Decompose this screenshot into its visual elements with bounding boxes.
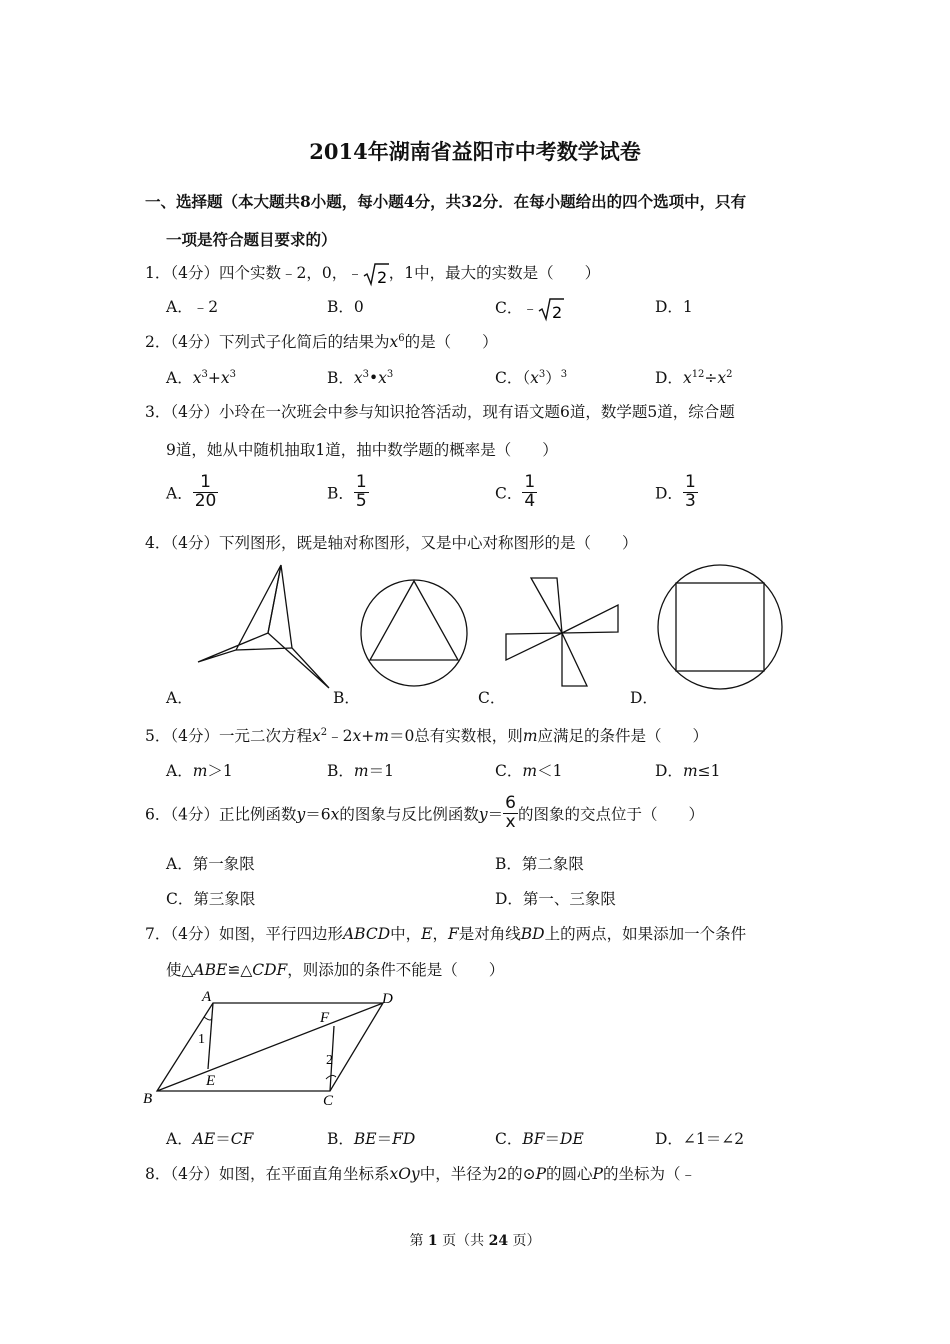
- fraction-6-over-x: $\frac{6}{x}$: [505, 793, 516, 832]
- q5-option-a: A．m＞1: [166, 762, 233, 780]
- q7-option-c: C．BF＝DE: [495, 1130, 584, 1148]
- point-label-b: B: [143, 1091, 153, 1107]
- q4-option-d: D．: [630, 689, 658, 707]
- question-6: 6．（4分）正比例函数y＝6x的图象与反比例函数y＝ $\frac{6}{x}$ 的图象的交点位于（ ）: [145, 793, 705, 832]
- question-1: [145, 260, 600, 288]
- question-1-text-pre: 1．（4分）四个实数﹣2，0，﹣: [145, 264, 363, 282]
- page-number: 1: [427, 1233, 438, 1249]
- question-2-text-pre: 2．（4分）下列式子化简后的结果为: [145, 333, 390, 351]
- question-8-line1: 8．（4分）如图，在平面直角坐标系xOy中，半径为2的⊙P的圆心P的坐标为（﹣: [145, 1165, 696, 1183]
- q4-option-c: C．: [478, 689, 506, 707]
- figure-q4-c-cross-shape: [503, 575, 625, 690]
- sqrt-radicand: 2: [551, 303, 563, 322]
- point-label-d: D: [382, 991, 393, 1007]
- sqrt-symbol: [538, 295, 564, 323]
- question-2-text-post: 的是（ ）: [404, 333, 498, 351]
- q2-option-c: C．$(x^3)^3$: [495, 368, 568, 387]
- q1-option-c: [495, 295, 564, 323]
- q2-option-d: D．$x^{12}\div x^2$: [655, 368, 733, 387]
- figure-q4-b-circle-triangle: [358, 578, 473, 690]
- question-7-line1: 7．（4分）如图，平行四边形ABCD中，E，F是对角线BD上的两点，如果添加一个条件: [145, 925, 747, 943]
- q2-option-a: A．$x^3+x^3$: [166, 368, 236, 387]
- sqrt-symbol: [363, 260, 389, 288]
- angle-label-2: 2: [326, 1053, 333, 1068]
- q6-option-a: A．第一象限: [166, 855, 255, 873]
- figure-q4-a-pinwheel: [190, 560, 335, 695]
- question-7-line2: 使△ABE≌△CDF，则添加的条件不能是（ ）: [166, 961, 505, 979]
- q1-option-c-label: C．﹣: [495, 299, 538, 317]
- q5-option-c: C．m＜1: [495, 762, 563, 780]
- question-4: 4．（4分）下列图形，既是轴对称图形，又是中心对称图形的是（ ）: [145, 534, 638, 552]
- section-header-line1: 一、选择题（本大题共8小题，每小题4分，共32分．在每小题给出的四个选项中，只有: [145, 192, 747, 211]
- page-title: 2014年湖南省益阳市中考数学试卷: [309, 139, 641, 164]
- q4-option-b: B．: [333, 689, 360, 707]
- page-footer: 第 1 页（共 24 页）: [409, 1233, 541, 1249]
- question-2: 2．（4分）下列式子化简后的结果为$x^6$的是（ ）: [145, 332, 498, 351]
- page-total: 24: [488, 1233, 509, 1249]
- q3-option-b: B． $\frac{1}{5}$: [327, 472, 367, 511]
- point-label-f: F: [320, 1010, 330, 1026]
- q5-option-d: D．m≤1: [655, 762, 721, 780]
- q1-option-d: D．1: [655, 298, 693, 316]
- angle-label-1: 1: [198, 1032, 205, 1047]
- q1-option-b: B．0: [327, 298, 364, 316]
- point-label-e: E: [206, 1073, 216, 1089]
- point-label-c: C: [323, 1093, 334, 1109]
- q3-option-d: D． $\frac{1}{3}$: [655, 472, 696, 511]
- q3-option-c: C． $\frac{1}{4}$: [495, 472, 536, 511]
- sqrt-radicand: 2: [376, 268, 387, 287]
- q6-option-b: B．第二象限: [495, 855, 584, 873]
- question-1-text-post: ，1中，最大的实数是（ ）: [388, 264, 601, 282]
- q4-option-a: A．: [166, 689, 193, 707]
- question-3-line1: 3．（4分）小玲在一次班会中参与知识抢答活动，现有语文题6道，数学题5道，综合题: [145, 403, 735, 421]
- q7-option-a: A．AE＝CF: [166, 1130, 254, 1148]
- q5-option-b: B．m＝1: [327, 762, 394, 780]
- point-label-a: A: [202, 989, 212, 1005]
- figure-q7-parallelogram: [140, 987, 405, 1112]
- q6-option-d: D．第一、三象限: [495, 890, 616, 908]
- q3-option-a: A． $\frac{1}{20}$: [166, 472, 217, 511]
- q7-option-b: B．BE＝FD: [327, 1130, 416, 1148]
- q2-option-b: B．$x^3•x^3$: [327, 368, 394, 387]
- q1-option-a: A．﹣2: [166, 298, 219, 316]
- figure-q4-d-circle-square: [655, 562, 785, 692]
- section-header-line2: 一项是符合题目要求的）: [166, 230, 337, 249]
- question-5: 5．（4分）一元二次方程$x^2﹣2x+m=0$总有实数根，则m应满足的条件是（ ）: [145, 726, 709, 745]
- question-3-line2: 9道，她从中随机抽取1道，抽中数学题的概率是（ ）: [166, 441, 558, 459]
- q7-option-d: D．∠1＝∠2: [655, 1130, 745, 1148]
- q6-option-c: C．第三象限: [166, 890, 256, 908]
